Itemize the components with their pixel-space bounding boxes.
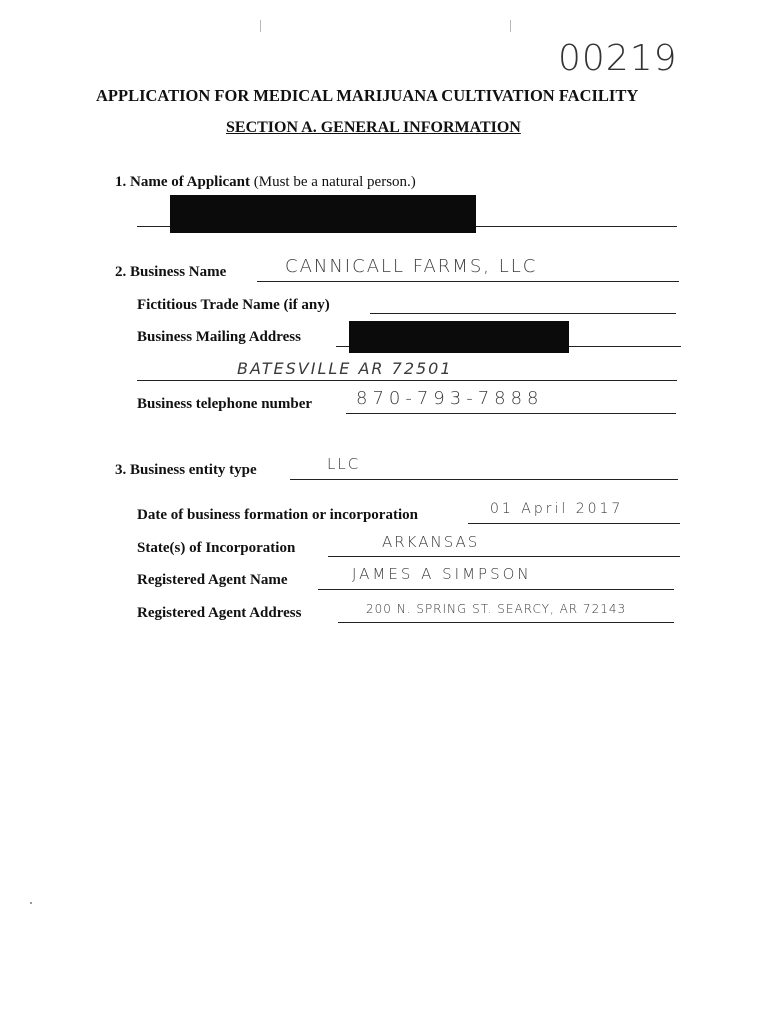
entity-type-value: LLC (327, 455, 361, 473)
mailing-address-label: Business Mailing Address (137, 329, 301, 345)
formation-date-label: Date of business formation or incorporation (137, 507, 418, 523)
item-number: 1. (115, 174, 127, 190)
agent-name-value: JAMES A SIMPSON (352, 565, 532, 583)
agent-name-label: Registered Agent Name (137, 572, 288, 588)
applicant-label: Name of Applicant (130, 174, 250, 190)
state-value: ARKANSAS (382, 533, 480, 551)
agent-address-value: 200 N. SPRING ST. SEARCY, AR 72143 (366, 602, 627, 616)
scan-speck (30, 902, 32, 904)
formation-date-line[interactable] (468, 523, 680, 524)
document-number: 00219 (558, 38, 678, 79)
entity-type-field (115, 462, 257, 479)
section-heading: SECTION A. GENERAL INFORMATION (226, 119, 521, 136)
item-number: 2. (115, 264, 127, 280)
phone-value: 870-793-7888 (356, 388, 544, 409)
scan-mark (260, 20, 264, 32)
agent-address-label: Registered Agent Address (137, 605, 302, 621)
entity-type-label: Business entity type (130, 462, 257, 478)
phone-label: Business telephone number (137, 396, 313, 412)
trade-name-label: Fictitious Trade Name (if any) (137, 297, 330, 313)
applicant-field (115, 174, 416, 191)
mailing-address-line-2[interactable] (137, 380, 677, 381)
entity-type-line[interactable] (290, 479, 678, 480)
redaction-mailing-address (349, 321, 569, 353)
item-number: 3. (115, 462, 127, 478)
mailing-address-line-2-value: BATESVILLE AR 72501 (237, 359, 453, 378)
agent-name-line[interactable] (318, 589, 674, 590)
trade-name-line[interactable] (370, 313, 676, 314)
agent-address-line[interactable] (338, 622, 674, 623)
phone-line[interactable] (346, 413, 676, 414)
business-name-field (115, 264, 226, 281)
scan-mark (510, 20, 514, 32)
state-line[interactable] (328, 556, 680, 557)
redaction-applicant-name (170, 195, 476, 233)
form-title: APPLICATION FOR MEDICAL MARIJUANA CULTIVATION FACILITY (96, 86, 639, 105)
formation-date-value: 01 April 2017 (490, 501, 624, 517)
applicant-note: (Must be a natural person.) (253, 174, 416, 190)
business-name-value: CANNICALL FARMS, LLC (285, 256, 538, 277)
business-name-label: Business Name (130, 264, 227, 280)
business-name-line[interactable] (257, 281, 679, 282)
state-label: State(s) of Incorporation (137, 540, 296, 556)
